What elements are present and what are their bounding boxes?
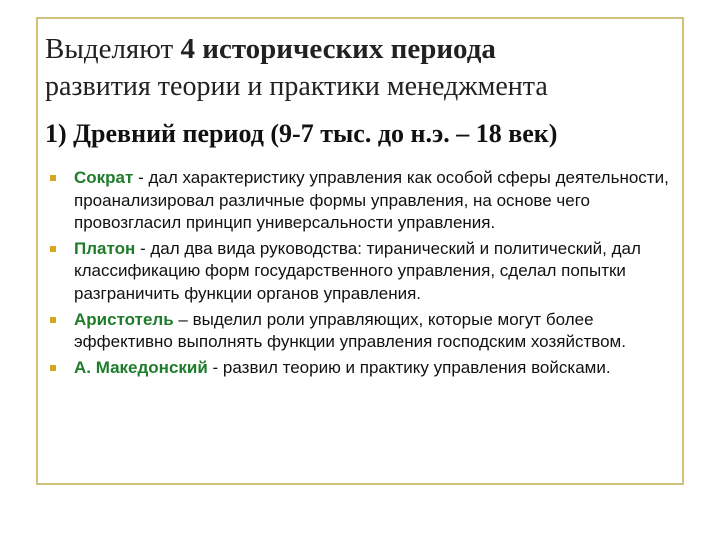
square-bullet-icon <box>50 175 56 181</box>
item-name: А. Македонский <box>74 357 208 377</box>
square-bullet-icon <box>50 317 56 323</box>
item-name: Платон <box>74 238 136 258</box>
slide-title <box>45 30 675 106</box>
title-lead: Выделяют <box>45 33 181 65</box>
title-bold: 4 исторических периода <box>180 33 496 65</box>
item-text: - дал два вида руководства: тиранический и политический, дал классификацию форм государственного управления, сделал попытки разграничить функции органов управления. <box>74 238 641 303</box>
list-item-socrates <box>50 167 670 235</box>
list-item-alexander <box>50 357 670 380</box>
item-text: – выделил роли управляющих, которые могут более эффективно выполнять функции управления господским хозяйством. <box>74 309 626 352</box>
item-text: - развил теорию и практику управления войсками. <box>207 357 611 377</box>
item-name: Аристотель <box>74 309 174 329</box>
period-heading: 1) Древний период (9-7 тыс. до н.э. – 18 век) <box>45 119 558 148</box>
philosophers-list <box>50 167 670 382</box>
list-item-plato <box>50 238 670 306</box>
square-bullet-icon <box>50 246 56 252</box>
bottom-divider-line <box>36 483 684 485</box>
item-name: Сократ <box>74 168 134 187</box>
right-divider-line <box>682 17 684 485</box>
left-divider-line <box>36 17 38 485</box>
item-text: - дал характеристику управления как особой сферы деятельности, проанализировал различные формы управления, на основе чего провозгласил принцип универсальности управления. <box>74 168 669 233</box>
title-line-2: развития теории и практики менеджмента <box>45 71 548 102</box>
square-bullet-icon <box>50 365 56 371</box>
list-item-aristotle <box>50 309 670 354</box>
title-line-1 <box>45 30 675 68</box>
top-divider-line <box>36 17 684 19</box>
